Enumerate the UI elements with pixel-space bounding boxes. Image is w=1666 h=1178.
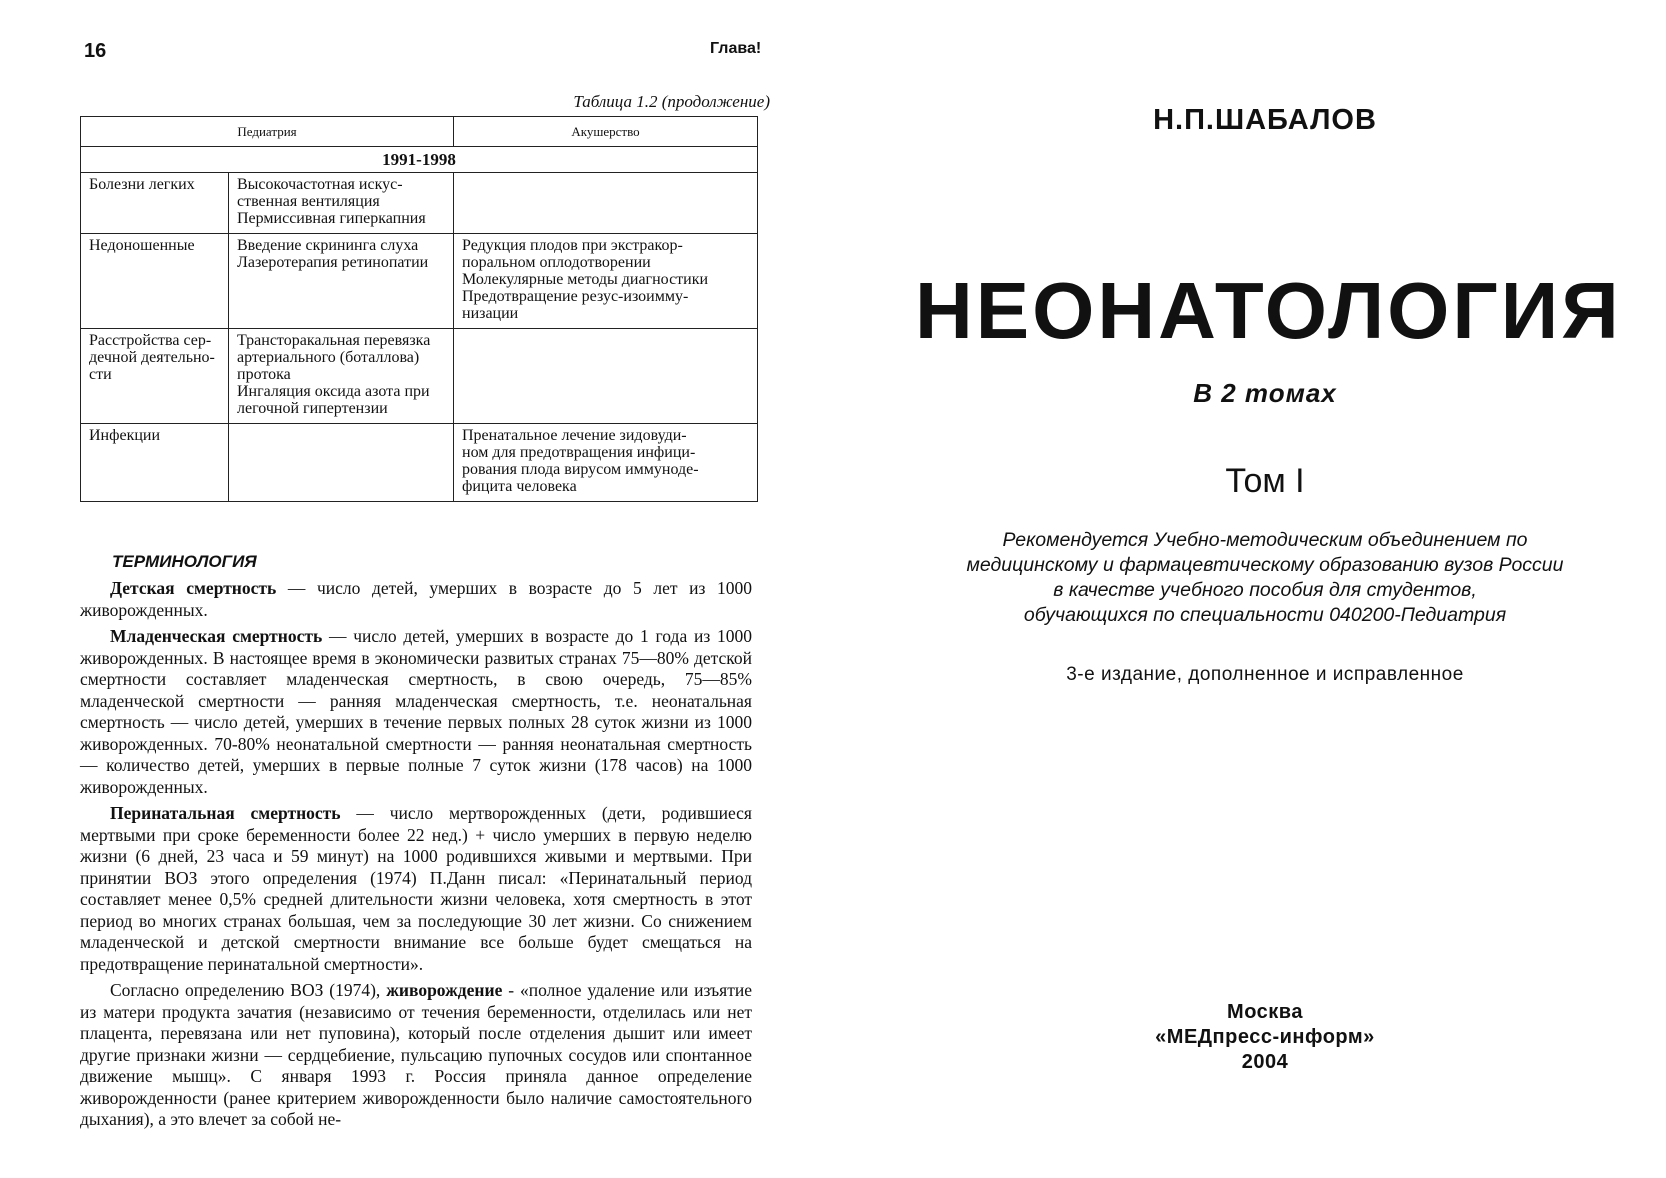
- table-header-row: [81, 117, 758, 147]
- table-cell-line: ном для предотвращения инфици-: [462, 444, 696, 461]
- table-caption: Таблица 1.2 (продолжение): [573, 92, 770, 111]
- title-page: [915, 0, 1622, 1178]
- table-cell-line: Лазеротерапия ретинопатии: [237, 254, 429, 271]
- table-cell-line: Инфекции: [89, 427, 161, 444]
- paragraph-text: — число мертворожденных (дети, родившиеся мертвыми при сроке беременности более 22 нед.) + число умерших в первую неделю жизни (6 дней, 23 часа и 59 минут) на 1000 родившихся живыми и мертвыми. При принятии ВОЗ этого определения (1974) П.Данн писал: «Перинатальный период составляет менее 0,5% средней длительности жизни человека, хотя смертность в этот период во многих странах большая, чем за последующие 30 лет жизни. Со снижением младенческой и детской смертности внимание все больше будет смещаться на предотвращение перинатальной смертности».: [80, 803, 752, 974]
- recommendation-line: Рекомендуется Учебно-методическим объединением по: [1002, 529, 1528, 551]
- table-cell-line: Болезни легких: [89, 176, 195, 193]
- imprint: [915, 1000, 1615, 1075]
- table-header-obstetrics: Акушерство: [454, 117, 758, 147]
- recommendation-line: медицинскому и фармацевтическому образованию вузов России: [966, 554, 1564, 576]
- recommendation-text: [915, 528, 1615, 628]
- left-page: [80, 0, 770, 1178]
- paragraph-text: — число детей, умерших в возрасте до 5 лет из 1000 живорожденных.: [80, 578, 752, 620]
- table-period-row: [81, 147, 758, 173]
- table-row: [81, 424, 758, 502]
- table-header-pediatrics: Педиатрия: [81, 117, 454, 147]
- edition: 3-е издание, дополненное и исправленное: [1066, 664, 1464, 685]
- table-cell-obstetrics: [454, 234, 758, 329]
- table-row: [81, 234, 758, 329]
- running-header-chapter: Глава!: [710, 40, 762, 57]
- table-cell-category: [81, 234, 229, 329]
- table-cell-line: фицита человека: [462, 478, 577, 495]
- table-body: [81, 173, 758, 502]
- table-cell-line: артериального (боталлова): [237, 349, 420, 366]
- volumes-count: В 2 томах: [1193, 378, 1337, 408]
- paragraph: [80, 578, 752, 621]
- table-cell-line: дечной деятельно-: [89, 349, 215, 366]
- table-cell-line: ственная вентиляция: [237, 193, 380, 210]
- table-cell-obstetrics: [454, 173, 758, 234]
- recommendation-line: обучающихся по специальности 040200-Педиатрия: [1023, 604, 1507, 626]
- table-cell-category: [81, 424, 229, 502]
- paragraph-text: - «полное удаление или изъятие из матери продукта зачатия (независимо от течения беременности, отделилась или нет плацента, перевязана или нет пуповина), который после отделения дышит или имеет другие признаки жизни — сердцебиение, пульсацию пупочных сосудов или спонтанное движение мышц». С января 1993 г. Россия приняла данное определение живорожденности (ранее критерием живорожденности было наличие самостоятельного дыхания), а это влечет за собой не-: [80, 980, 752, 1129]
- imprint-city: Москва: [1227, 1001, 1303, 1023]
- table-cell-line: легочной гипертензии: [237, 400, 388, 417]
- section-heading: ТЕРМИНОЛОГИЯ: [112, 552, 257, 571]
- author: Н.П.ШАБАЛОВ: [1153, 104, 1377, 136]
- table-cell-line: Ингаляция оксида азота при: [237, 383, 430, 400]
- imprint-publisher: «МЕДпресс-информ»: [1155, 1026, 1375, 1048]
- table-cell-line: Введение скрининга слуха: [237, 237, 419, 254]
- book-title: НЕОНАТОЛОГИЯ: [915, 266, 1622, 355]
- table-cell-category: [81, 329, 229, 424]
- table-cell-obstetrics: [454, 329, 758, 424]
- volume-number: Том I: [1225, 462, 1305, 500]
- table-cell-pediatrics: [229, 234, 454, 329]
- table-row: [81, 329, 758, 424]
- defined-term: Младенческая смертность: [110, 626, 323, 646]
- table-cell-category: [81, 173, 229, 234]
- table-cell-line: Пермиссивная гиперкапния: [237, 210, 426, 227]
- table-cell-pediatrics: [229, 329, 454, 424]
- defined-term: Перинатальная смертность: [110, 803, 341, 823]
- table-cell-line: рования плода вирусом иммуноде-: [462, 461, 699, 478]
- recommendation-line: в качестве учебного пособия для студентов,: [1053, 579, 1477, 601]
- table-cell-line: Расстройства сер-: [89, 332, 212, 349]
- paragraph: [80, 626, 752, 798]
- imprint-year: 2004: [1241, 1051, 1289, 1073]
- table-cell-line: Высокочастотная искус-: [237, 176, 403, 193]
- table-cell-pediatrics: [229, 424, 454, 502]
- table-cell-line: сти: [89, 366, 112, 383]
- table-period: 1991-1998: [81, 147, 758, 173]
- paragraph-text: — число детей, умерших в возрасте до 1 года из 1000 живорожденных. В настоящее время в экономически развитых странах 75—80% детской смертности составляет младенческая смертность, в свою очередь, 75—85% младенческой смертности — ранняя младенческая смертность, т.е. неонатальная смертность — число детей, умерших в течение первых полных 28 суток жизни из 1000 живорожденных. 70-80% неонатальной смертности — ранняя неонатальная смертность — количество детей, умерших в первые полные 7 суток жизни (178 часов) на 1000 живорожденных.: [80, 626, 752, 797]
- table-cell-line: Пренатальное лечение зидовуди-: [462, 427, 687, 444]
- milestones-table: [80, 116, 758, 502]
- table-cell-line: поральном оплодотворении: [462, 254, 651, 271]
- paragraph-lead: Согласно определению ВОЗ (1974),: [110, 980, 387, 1000]
- body-text: [80, 578, 752, 1136]
- page-number: 16: [84, 40, 107, 62]
- table-row: [81, 173, 758, 234]
- paragraph: [80, 803, 752, 975]
- table-cell-pediatrics: [229, 173, 454, 234]
- table-cell-line: Недоношенные: [89, 237, 195, 254]
- table-cell-line: Молекулярные методы диагностики: [462, 271, 709, 288]
- table-cell-line: протока: [237, 366, 291, 383]
- paragraph: [80, 980, 752, 1131]
- table-cell-line: Предотвращение резус-изоимму-: [462, 288, 689, 305]
- defined-term: Детская смертность: [110, 578, 277, 598]
- table-cell-line: Трансторакальная перевязка: [237, 332, 431, 349]
- table-cell-line: Редукция плодов при экстракор-: [462, 237, 683, 254]
- table-cell-obstetrics: [454, 424, 758, 502]
- defined-term: живорождение: [386, 980, 503, 1000]
- table-cell-line: низации: [462, 305, 519, 322]
